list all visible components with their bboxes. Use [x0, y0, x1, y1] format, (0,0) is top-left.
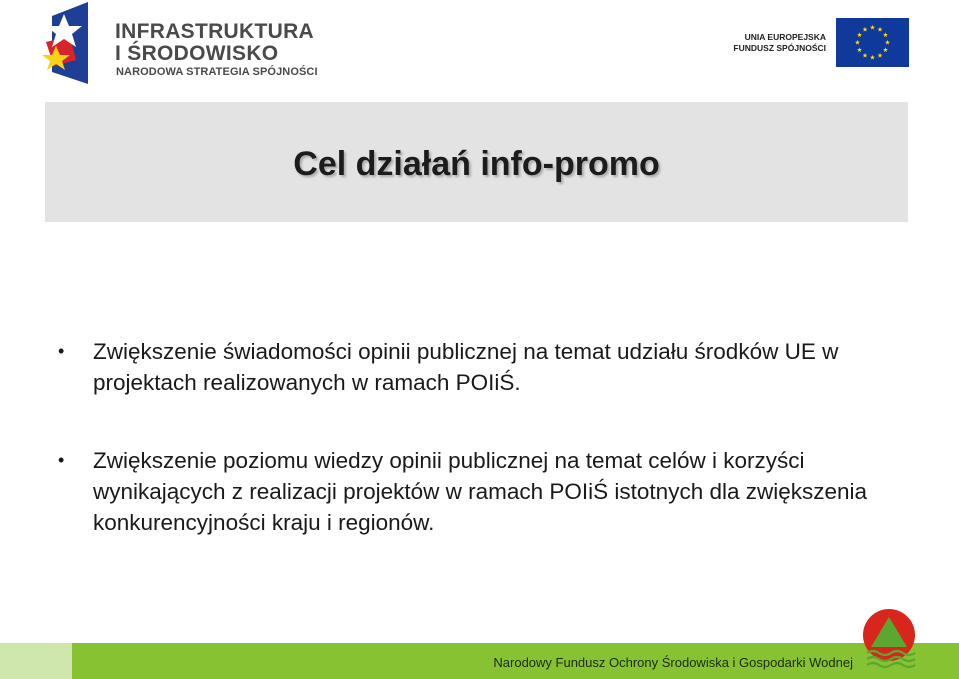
bullet-dot-icon: • — [58, 450, 65, 470]
eu-flag-icon — [836, 18, 909, 67]
bullet-text: Zwiększenie poziomu wiedzy opinii publicznej na temat celów i korzyści wynikających z realizacji projektów w ramach POIiŚ istotnych dla zwiększenia konkurencyjności kraju i regionów. — [93, 448, 868, 535]
bullet-dot-icon: • — [58, 341, 65, 361]
bullet-text: Zwiększenie świadomości opinii publicznej na temat udziału środków UE w projektach realizowanych w ramach POIiŚ. — [93, 339, 839, 395]
eu-logo-line2: FUNDUSZ SPÓJNOŚCI — [733, 43, 826, 53]
footer-bar — [0, 643, 959, 679]
eu-logo-text — [726, 32, 826, 54]
footer-fund-name: Narodowy Fundusz Ochrony Środowiska i Gospodarki Wodnej — [493, 655, 853, 670]
nfosigw-logo-icon — [861, 607, 917, 671]
bullet-item — [58, 445, 918, 538]
eu-logo-line1: UNIA EUROPEJSKA — [744, 32, 826, 42]
program-logo-line1: INFRASTRUKTURA — [115, 20, 315, 43]
footer-light-block — [0, 643, 72, 679]
title-band — [45, 102, 908, 222]
program-logo — [42, 2, 318, 84]
program-logo-line3: NARODOWA STRATEGIA SPÓJNOŚCI — [116, 66, 318, 78]
bullet-item — [58, 336, 918, 398]
slide-title: Cel działań info-promo — [293, 144, 660, 183]
bullet-list — [58, 336, 918, 585]
flag-star-emblem-icon — [42, 2, 112, 84]
program-logo-line2: I ŚRODOWISKO — [115, 42, 279, 65]
